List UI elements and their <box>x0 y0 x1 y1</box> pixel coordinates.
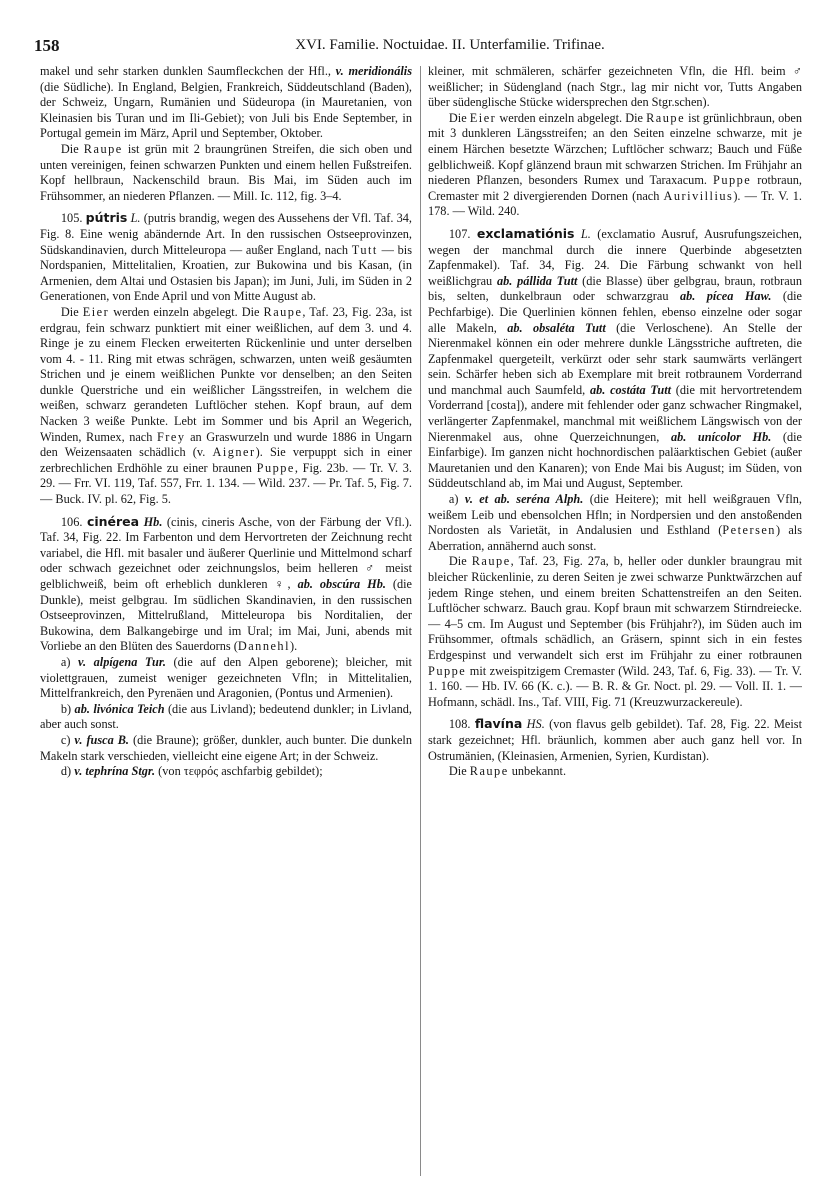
text-run: (die mit hervortretendem Vorderrand [costa]), andere mit fehlender oder ganz schwacher Ringmakel, verlängerter Zapfenmakel, manchmal mit weißlichem Längswisch von der Nierenmakel aus, ohne Querzeichnungen, <box>428 382 802 444</box>
text-run: (die Verloschene). An Stelle der Nierenmakel können ein oder mehrere dunkle Längsstriche auftreten, die Zapfenmakel quergeteilt, verkürzt oder sehr stark saumwärts verlängert sein. Schärfer heben sich ab Exemplare mit breit rotbraunem Vorderrand und manchmal auch Saumfeld, <box>428 320 802 397</box>
styled-text: Raupe <box>263 304 303 319</box>
paragraph-r4 <box>428 492 802 554</box>
text-run: Die <box>60 141 84 156</box>
text-run: (die Südliche). In England, Belgien, Frankreich, Süddeutschland (Baden), der Schweiz, Ungarn, Rumänien und Südeuropa (in Mauretanien, von Kleinasien bis Turan und im Ili-Gebiet); von Juli bis Ende September, in Portugal gemein im März, April und September, Oktober. <box>40 79 412 141</box>
paragraph-p7 <box>40 702 412 733</box>
text-run: (die Blasse) über gelbgrau, braun, rotbraun bis, selten, dunkelbraun oder schwarzgrau <box>428 273 802 304</box>
styled-text: Dannehl <box>237 639 291 654</box>
text-run: Die <box>448 110 470 125</box>
styled-text: Hb. <box>139 514 163 529</box>
styled-text: ab. costáta Tutt <box>589 382 672 397</box>
paragraph-p8 <box>40 733 412 764</box>
styled-text: Petersen <box>722 523 776 538</box>
text-run: a) <box>448 492 465 507</box>
species-name: flavína <box>474 716 523 732</box>
paragraph-p4 <box>40 305 412 508</box>
text-run: (die aus Livland); bedeutend dunkler; in Livland, aber auch sonst. <box>40 701 412 732</box>
text-run: ). <box>290 639 298 654</box>
text-run: ) als Aberration, annähernd auch sonst. <box>428 523 802 553</box>
styled-text: v. meridionális <box>335 64 412 78</box>
text-run: werden einzeln abgelegt. Die <box>109 304 264 319</box>
text-run: c) <box>60 732 75 747</box>
species-name: cinérea <box>86 513 140 529</box>
text-run: ). Sie verpuppt sich in einer zerbrechlichen Erdhöhle zu einer braunen <box>40 445 412 475</box>
styled-text: ab. unícolor Hb. <box>670 429 772 444</box>
styled-text: Frey <box>156 429 186 444</box>
text-run: , Taf. 23, Fig. 23a, ist erdgrau, fein schwarz punktiert mit einer weißlichen, auf dem 3. und 4. Ringe je zu einem Flecken erweiterten Rückenlinie und unter derselben vom 4. - 11. Ring mit etwas schrägen, schwarzen, unten weiß gesäumten Strichen und je einem weißlichen Punkte vor denselben; an den Seiten dunkle Querstriche und ein weißlicher Längsstreifen, in welchem die weißen, schwarz gerandeten Luftlöcher stehen. Kopf braun, auf dem Nacken 3 weiße Punkte. Lebt im Sommer und bis April an Wegerich, Winden, Rumex, nach <box>40 304 412 444</box>
text-run: Die <box>448 554 472 569</box>
text-run: an Graswurzeln und wurde 1886 in Ungarn den Weizensaaten schädlich (v. <box>40 429 412 460</box>
styled-text: Raupe <box>469 764 509 779</box>
styled-text: Aurivillius <box>663 188 734 203</box>
text-run: (von τεφρός aschfarbig gebildet); <box>155 764 323 779</box>
running-title: XVI. Familie. Noctuidae. II. Unterfamilie. Trifinae. <box>295 37 605 53</box>
paragraph-r3 <box>428 226 802 492</box>
paragraph-p5 <box>40 514 412 655</box>
text-run: (die Pechfarbige). Die Querlinien können fehlen, ebenso einzelne oder sogar alle Makeln, <box>428 289 802 335</box>
text-run: mit zweispitzigem Cremaster (Wild. 243, Taf. 6, Fig. 33). — Tr. V. 1. 160. — Hb. IV. 66 (K. c.). — B. R. & Gr. Noct. pl. 29. — Voll. II. 1. — Hofmann, schädl. Ins., Taf. VIII, Fig. 71 (Kreuzwurzackereule). <box>428 663 802 709</box>
styled-text: Tutt <box>351 242 378 257</box>
paragraph-p6 <box>40 655 412 702</box>
text-run: b) <box>60 701 75 716</box>
text-run: kleiner, mit schmäleren, schärfer gezeichneten Vfln, die Hfl. beim ♂ weißlicher; in Südengland (nach Stgr., lag mir nicht vor, Tutts Angaben über südenglische Stücke widersprechen den Stgr.schen). <box>428 64 802 110</box>
styled-text: Aigner <box>212 445 256 460</box>
text-run: ist grünlichbraun, oben mit 3 dunkleren Längsstreifen; an den Seiten einzelne schwarze, mit je einem Härchen besetzte Wärzchen; Luftlöcher schwarz; Bauch und Füße gelblichweiß. Kopf glänzend braun mit schwarzen Strichen. Im Frühjahr an niederen Pflanzen, besonders Rumex und Taraxacum. <box>428 110 802 188</box>
styled-text: v. alpígena Tur. <box>78 654 166 669</box>
styled-text: L. <box>574 226 591 241</box>
text-run: 107. <box>448 226 477 241</box>
left-column <box>40 64 412 1184</box>
text-run: 108. <box>448 717 475 732</box>
styled-text: v. fusca B. <box>74 732 130 747</box>
styled-text: v. tephrína Stgr. <box>74 764 156 779</box>
styled-text: ab. livónica Teich <box>74 701 165 716</box>
styled-text: Puppe <box>428 663 467 678</box>
text-run: , Fig. 23b. — Tr. V. 3. 29. — Frr. VI. 119, Taf. 557, Frr. 1. 134. — Wild. 237. — Pr. Taf. 5, Fig. 7. — Buck. IV. pl. 62, Fig. 5. <box>40 460 412 507</box>
styled-text: Eier <box>82 304 110 319</box>
paragraph-r7 <box>428 764 802 780</box>
styled-text: Eier <box>469 110 497 125</box>
styled-text: v. et ab. seréna Alph. <box>464 492 584 507</box>
text-run: werden einzeln abgelegt. Die <box>496 110 647 125</box>
text-run: (von flavus gelb gebildet). Taf. 28, Fig. 22. Meist stark gezeichnet; Hfl. bräunlich, kommen aber auch ganz hell vor. In Ostrumänien, (Kleinasien, Armenien, Syrien, Kurdistan). <box>428 717 802 763</box>
text-run: (cinis, cineris Asche, von der Färbung der Vfl.). Taf. 34, Fig. 22. Im Farbenton und dem Hervortreten der Zeichnung recht variabel, die Hfl. mit basaler und äußerer Querlinie und Mittelmond scharf oder schwach gezeichnet oder zeichnungslos, beim helleren ♂ meist gelblichweiß, beim oft erheblich dunkleren ♀, <box>40 514 412 591</box>
text-run: (die Heitere); mit hell weißgrauen Vfln, weißem Leib und ebensolchen Hfln; in Nordpersien und den anstoßenden Nordosten als Varietät, in Andalusien und Esthland ( <box>428 492 802 538</box>
styled-text: ab. obsaléta Tutt <box>507 320 606 335</box>
text-run: (die Einfarbige). Im ganzen nicht hochnordischen paläarktischen Gebiet (außer Mauretanien und den Kanaren); von Ende Mai bis August; im Süden, von Süddeutschland ab, im Mai und August, September. <box>428 429 802 491</box>
text-run: (die Dunkle), meist gelbgrau. Im südlichen Skandinavien, in den russischen Ostseeprovinzen, Mittelrußland, Mitteleuropa bis Norditalien, der Bukowina, dem Balkangebirge und im Ural; im Mai, Juni, abends mit Vorliebe an den Blüten des Sauerdorns ( <box>40 577 412 654</box>
text-run: (die auf den Alpen geborene); bleicher, mit violettgrauen, zumeist weniger gezeichneten Vfln; in Mittelitalien, Mittelfrankreich, den Pyrenäen und Aragonien, (Pontus und Armenien). <box>40 654 412 701</box>
styled-text: ab. pállida Tutt <box>496 273 578 288</box>
text-run: 106. <box>60 514 87 529</box>
paragraph-r1 <box>428 64 802 111</box>
paragraph-r6 <box>428 716 802 764</box>
text-run: 105. <box>60 211 86 226</box>
right-column <box>428 64 802 1184</box>
text-run: a) <box>60 654 79 669</box>
species-name: pútris <box>85 210 128 226</box>
text-run: Die <box>448 764 470 779</box>
text-run: , Taf. 23, Fig. 27a, b, heller oder dunkler braungrau mit bleicher Rückenlinie, zu deren Seiten je zwei schwarze Punktwärzchen auf jedem Ringe stehen, und einem breiten Schattenstreifen an den Seiten. Luftlöcher schwarz. Bauch grau. Kopf braun mit schwarzem Stirndreiecke. — 4–5 cm. Im August und September (bis Frühjahr?), im Süden auch im Frühsommer, oftmals schädlich, an Gräsern, spinnt sich in ein festes Erdgespinst und verwandelt sich erst im Frühjahr zu einer rotbraunen <box>428 554 802 662</box>
page-header <box>34 36 794 60</box>
species-name: exclamatiónis <box>476 225 575 241</box>
text-run: makel und sehr starken dunklen Saumfleckchen der Hfl., <box>40 64 336 78</box>
text-run: Die <box>60 304 83 319</box>
text-run: unbekannt. <box>508 764 567 779</box>
styled-text: Raupe <box>471 554 511 569</box>
styled-text: Puppe <box>256 460 295 475</box>
text-run: ist grün mit 2 braungrünen Streifen, die sich oben und unten vereinigen, feinen schwarzen Punkten und einem hellen Fußstreifen. Kopf hellbraun, Nackenschild braun. Bis Mai, im Süden auch im Frühsommer, an niederen Pflanzen. — Mill. Ic. 112, fig. 3–4. <box>40 141 412 203</box>
paragraph-r2 <box>428 111 802 220</box>
paragraph-p1 <box>40 64 412 142</box>
text-run: d) <box>60 764 75 779</box>
styled-text: Raupe <box>83 141 123 156</box>
styled-text: Raupe <box>646 110 686 125</box>
text-run: ). — Tr. V. 1. 178. — Wild. 240. <box>428 188 802 219</box>
text-run: rotbraun, Cremaster mit 2 divergierenden Dornen (nach <box>428 173 802 203</box>
text-run: (exclamatio Ausruf, Ausrufungszeichen, wegen der manchmal durch die innere Querbinde abgesetzten Zapfenmakel). Taf. 34, Fig. 24. Die Färbung schwankt von hell weißlichgrau <box>428 226 802 288</box>
paragraph-p9 <box>40 764 412 780</box>
text-run: — bis Nordspanien, Mittelitalien, Kroatien, zur Bukowina und bis Kasan, (in Armenien, dem Altai und Ostasien bis Japan); im Juni, Juli, im Süden in 2 Generationen, von Ende April und von Mitte August ab. <box>40 242 412 304</box>
paragraph-p2 <box>40 142 412 204</box>
paragraph-r5 <box>428 554 802 710</box>
paragraph-p3 <box>40 210 412 305</box>
styled-text: ab. pícea Haw. <box>679 289 772 304</box>
page-number: 158 <box>34 36 60 55</box>
styled-text: HS. <box>522 717 545 732</box>
styled-text: L. <box>127 211 141 226</box>
text-run: (putris brandig, wegen des Aussehens der Vfl. Taf. 34, Fig. 8. Eine wenig abändernde Art. In den russischen Ostseeprovinzen, Südskandinavien, durch Mitteleuropa — außer England, nach <box>40 211 412 257</box>
column-divider <box>420 66 421 1176</box>
styled-text: Puppe <box>713 173 752 188</box>
text-run: (die Braune); größer, dunkler, auch bunter. Die dunkeln Makeln stark verschieden, vielleicht eine eigene Art; in der Schweiz. <box>40 732 412 763</box>
styled-text: ab. obscúra Hb. <box>297 577 386 591</box>
